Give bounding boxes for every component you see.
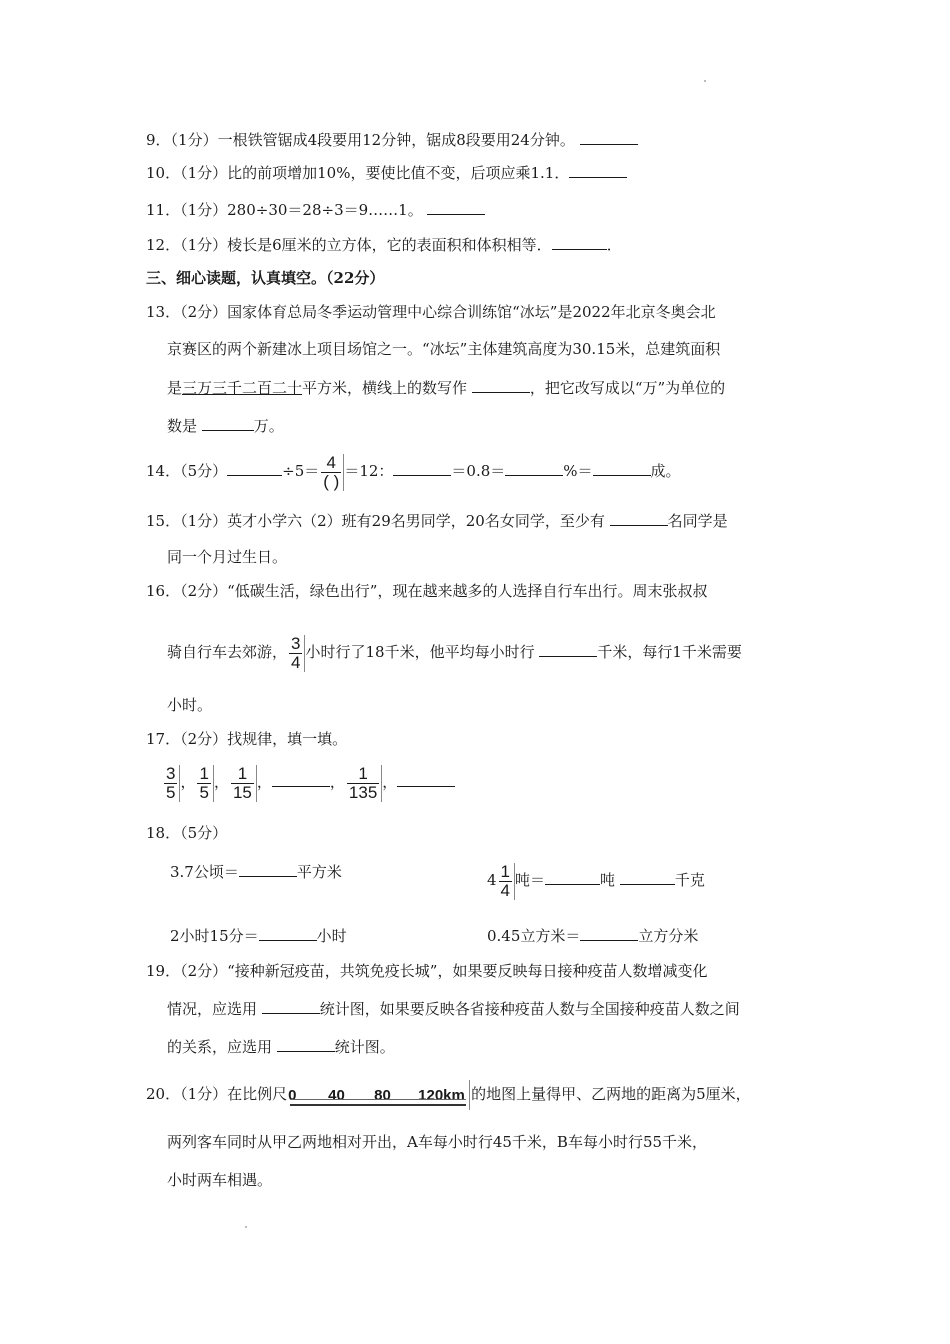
- q15-line1-pre: 15．（1分）英才小学六（2）班有29名男同学，20名女同学，至少有: [146, 512, 610, 530]
- q17-frac-2: [195, 765, 213, 802]
- q16-blank-1[interactable]: [539, 640, 597, 657]
- q12-end: ．: [606, 236, 622, 254]
- q19-line3-pre: 的关系，应选用: [167, 1038, 277, 1056]
- scale-label-0: 0: [288, 1087, 297, 1104]
- speck-bottom: [245, 1226, 247, 1228]
- q12-answer-blank[interactable]: [552, 233, 607, 250]
- q17-frac-1-den: 5: [166, 782, 176, 802]
- q14-frac-num: 4: [326, 452, 337, 472]
- q16-frac-num: 3: [291, 633, 301, 653]
- question-16-line-1: 16．（2分）“低碳生活，绿色出行”，现在越来越多的人选择自行车出行。周末张叔叔: [146, 582, 708, 600]
- q17-sep-1: ，: [180, 773, 196, 791]
- q19-line2-pre: 情况，应选用: [167, 1000, 262, 1018]
- q19-blank-1[interactable]: [262, 997, 320, 1014]
- q14-a: ÷5＝: [282, 462, 320, 480]
- scale-label-120km: 120km: [418, 1087, 465, 1104]
- q18-b-num: 1: [500, 861, 511, 881]
- question-11: [146, 198, 485, 221]
- question-19-line-2: [167, 997, 740, 1020]
- q17-sep-3: ，: [256, 773, 272, 791]
- question-20-line-3: 小时两车相遇。: [167, 1171, 273, 1189]
- q17-frac-2-num: 1: [199, 763, 209, 783]
- q18-b-mid2: 吨: [600, 871, 620, 889]
- q16-line2-end: 千米，每行1千米需要: [597, 643, 742, 661]
- question-9: [146, 128, 638, 151]
- q18-d-pre: 0.45立方米＝: [487, 927, 581, 945]
- q17-frac-1-num: 3: [166, 763, 176, 783]
- scale-edge: [469, 1080, 470, 1110]
- question-13-line-3: [167, 376, 725, 399]
- q18-c-pre: 2小时15分＝: [170, 927, 259, 945]
- q16-frac-den: 4: [291, 652, 301, 672]
- q13-line3-end: ，把它改写成以“万”为单位的: [529, 379, 726, 397]
- q17-frac-3-den: 15: [232, 782, 252, 802]
- scale-label-80: 80: [374, 1087, 391, 1104]
- question-16-line-2: [167, 630, 742, 674]
- q14-fraction: [319, 454, 344, 491]
- q19-blank-2[interactable]: [277, 1035, 335, 1052]
- q16-fraction: [287, 635, 305, 672]
- question-13-line-4: [167, 414, 284, 437]
- q17-blank-2[interactable]: [397, 770, 455, 787]
- q18-b-fraction: [497, 863, 515, 900]
- question-15-line-1: [146, 509, 728, 532]
- q20-line1-pre: 20．（1分）在比例尺: [146, 1085, 288, 1103]
- question-18-title: 18．（5分）: [146, 824, 228, 842]
- q16-line2-mid: 小时行了18千米，他平均每小时行: [305, 643, 540, 661]
- question-14: [146, 450, 681, 492]
- q13-underlined-number: 三万三千二百二十: [182, 379, 303, 397]
- question-19-line-3: [167, 1035, 395, 1058]
- q10-answer-blank[interactable]: [569, 161, 627, 178]
- q18-item-c: [170, 924, 347, 947]
- q17-frac-3: [229, 765, 257, 802]
- question-10: [146, 161, 627, 184]
- q18-b-whole: 4: [487, 871, 497, 889]
- q14-pre: 14．（5分）: [146, 462, 228, 480]
- q19-line3-end: 统计图。: [334, 1038, 395, 1056]
- q17-frac-3-num: 1: [237, 763, 248, 783]
- question-16-line-3: 小时。: [167, 696, 213, 714]
- scale-bar: [288, 1080, 470, 1110]
- q18-item-d: [487, 924, 698, 947]
- q17-frac-4: [345, 765, 382, 802]
- q11-text: 11．（1分）280÷30＝28÷3＝9……1。: [146, 201, 428, 219]
- question-20-line-2: 两列客车同时从甲乙两地相对开出，A车每小时行45千米，B车每小时行55千米，: [167, 1133, 708, 1151]
- q19-line2-end: 统计图，如果要反映各省接种疫苗人数与全国接种疫苗人数之间: [319, 1000, 740, 1018]
- question-17-title: 17．（2分）找规律，填一填。: [146, 730, 348, 748]
- q18-b-blank-2[interactable]: [620, 868, 675, 885]
- q15-answer-blank[interactable]: [610, 509, 668, 526]
- section-3-heading: 三、细心读题，认真填空。（22分）: [146, 269, 385, 287]
- q18-a-end: 平方米: [296, 863, 342, 881]
- speck-top: [704, 80, 706, 82]
- q17-blank-1[interactable]: [272, 770, 330, 787]
- q14-e: 成。: [650, 462, 681, 480]
- q13-blank-2[interactable]: [202, 414, 254, 431]
- q14-c: ＝0.8＝: [451, 462, 506, 480]
- q18-item-a: [170, 860, 342, 883]
- q20-line1-end: 的地图上量得甲、乙两地的距离为5厘米，: [471, 1085, 751, 1103]
- q14-blank-2[interactable]: [393, 459, 451, 476]
- q13-line3-post: 平方米，横线上的数写作: [302, 379, 472, 397]
- q10-text: 10．（1分）比的前项增加10%，要使比值不变，后项应乘1.1．: [146, 164, 570, 182]
- q17-sep-2: ，: [213, 773, 229, 791]
- q18-d-end: 立方分米: [638, 927, 699, 945]
- q14-blank-4[interactable]: [593, 459, 651, 476]
- question-19-line-1: 19．（2分）“接种新冠疫苗，共筑免疫长城”，如果要反映每日接种疫苗人数增减变化: [146, 962, 708, 980]
- question-20-line-1: [146, 1078, 751, 1110]
- q17-frac-1: [162, 765, 180, 802]
- q11-answer-blank[interactable]: [427, 198, 485, 215]
- question-15-line-2: 同一个月过生日。: [167, 548, 288, 566]
- q14-b: ＝12：: [344, 462, 394, 480]
- q14-d: %＝: [563, 462, 593, 480]
- q14-frac-den: ( ): [323, 471, 340, 491]
- q9-answer-blank[interactable]: [580, 128, 638, 145]
- q9-text: 9．（1分）一根铁管锯成4段要用12分钟，锯成8段要用24分钟。: [146, 131, 580, 149]
- q17-sep-5: ，: [382, 773, 398, 791]
- q18-b-end: 千克: [674, 871, 705, 889]
- q18-item-b: [487, 858, 705, 902]
- q12-text: 12．（1分）棱长是6厘米的立方体，它的表面积和体积相等．: [146, 236, 552, 254]
- q18-a-blank[interactable]: [239, 860, 297, 877]
- question-13-line-1: 13．（2分）国家体育总局冬季运动管理中心综合训练馆“冰坛”是2022年北京冬奥会北: [146, 303, 716, 321]
- q14-blank-1[interactable]: [227, 459, 282, 476]
- q15-line1-end: 名同学是: [667, 512, 728, 530]
- q18-b-mid: 吨＝: [515, 871, 546, 889]
- question-13-line-2: 京赛区的两个新建冰上项目场馆之一。“冰坛”主体建筑高度为30.15米，总建筑面积: [167, 340, 721, 358]
- q18-c-end: 小时: [316, 927, 347, 945]
- q13-line3-pre: 是: [167, 379, 183, 397]
- question-12: [146, 233, 622, 256]
- question-17-sequence: [162, 760, 455, 804]
- q13-line4-pre: 数是: [167, 417, 202, 435]
- q17-sep-4: ，: [329, 773, 345, 791]
- q14-blank-3[interactable]: [505, 459, 563, 476]
- q17-frac-4-num: 1: [358, 763, 368, 783]
- scale-line: [290, 1099, 466, 1106]
- q17-frac-2-den: 5: [199, 782, 209, 802]
- q16-line2-pre: 骑自行车去郊游，: [167, 643, 288, 661]
- q18-a-pre: 3.7公顷＝: [170, 863, 239, 881]
- q18-c-blank[interactable]: [259, 924, 317, 941]
- q18-d-blank[interactable]: [580, 924, 638, 941]
- q18-b-blank-1[interactable]: [545, 868, 600, 885]
- q13-line4-end: 万。: [253, 417, 284, 435]
- scale-label-40: 40: [328, 1087, 345, 1104]
- q17-frac-4-den: 135: [348, 782, 378, 802]
- q13-blank-1[interactable]: [472, 376, 530, 393]
- q18-b-den: 4: [500, 880, 511, 900]
